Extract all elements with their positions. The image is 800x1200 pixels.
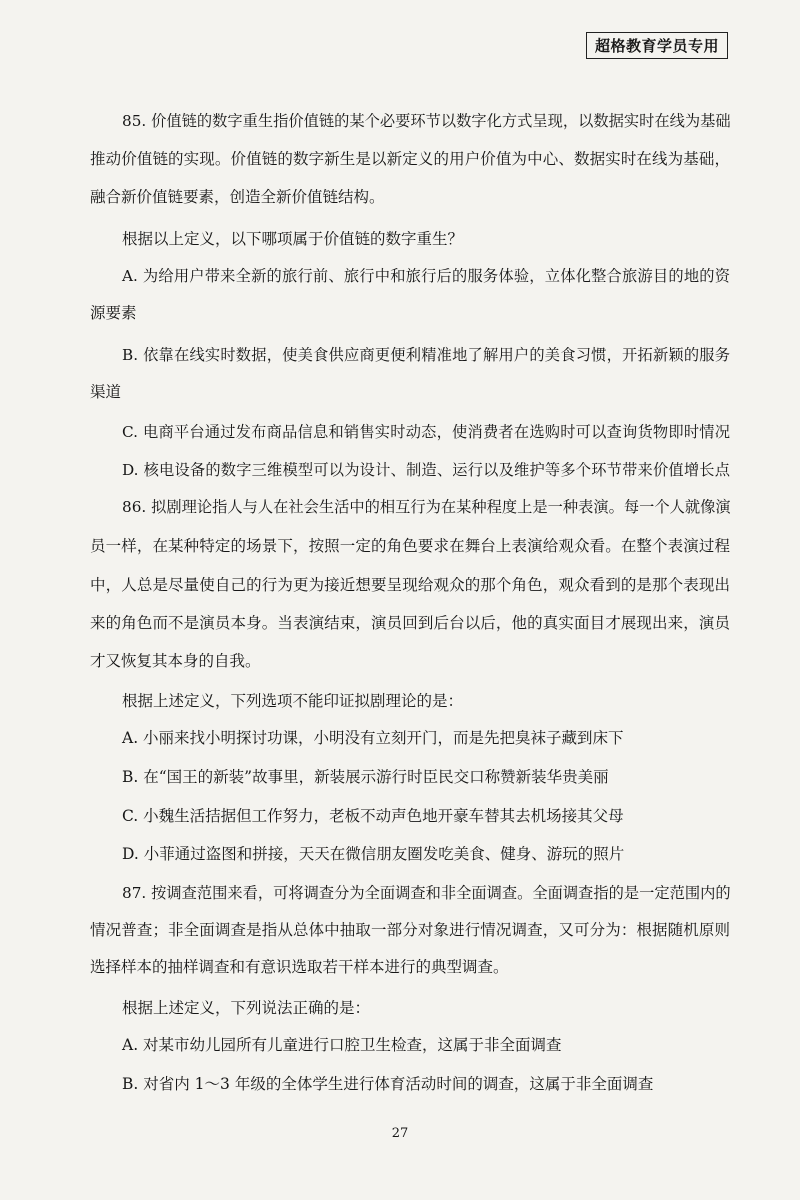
q87-stem-line-1: 87. 按调查范围来看，可将调查分为全面调查和非全面调查。全面调查指的是一定范围内的 (122, 884, 731, 902)
q86-stem-line-1: 86. 拟剧理论指人与人在社会生活中的相互行为在某种程度上是一种表演。每一个人就像演 (122, 498, 731, 516)
q86-stem-line-2: 员一样，在某种特定的场景下，按照一定的角色要求在舞台上表演给观众看。在整个表演过程 (90, 537, 730, 555)
header-stamp: 超格教育学员专用 (586, 32, 728, 59)
q85-stem-line-1: 85. 价值链的数字重生指价值链的某个必要环节以数字化方式呈现，以数据实时在线为基础 (122, 112, 731, 130)
q85-option-a: A. 为给用户带来全新的旅行前、旅行中和旅行后的服务体验，立体化整合旅游目的地的资 (122, 267, 730, 285)
q87-stem-line-2: 情况普查；非全面调查是指从总体中抽取一部分对象进行情况调查，又可分为：根据随机原则 (90, 921, 730, 939)
q86-stem-line-5: 才又恢复其本身的自我。 (90, 652, 261, 670)
q86-question: 根据上述定义，下列选项不能印证拟剧理论的是： (122, 692, 464, 710)
q87-option-b: B. 对省内 1～3 年级的全体学生进行体育活动时间的调查，这属于非全面调查 (122, 1075, 654, 1093)
q86-stem-line-3: 中，人总是尽量使自己的行为更为接近想要呈现给观众的那个角色，观众看到的是那个表现出 (90, 576, 730, 594)
q85-option-b: B. 依靠在线实时数据，使美食供应商更便利精准地了解用户的美食习惯，开拓新颖的服务 (122, 346, 730, 364)
q87-question: 根据上述定义，下列说法正确的是： (122, 999, 371, 1017)
q85-question: 根据以上定义，以下哪项属于价值链的数字重生？ (122, 230, 464, 248)
q86-option-b: B. 在“国王的新装”故事里，新装展示游行时臣民交口称赞新装华贵美丽 (122, 768, 609, 786)
q85-stem-line-3: 融合新价值链要素，创造全新价值链结构。 (90, 188, 385, 206)
q85-option-b-cont: 渠道 (90, 383, 122, 401)
q85-option-a-cont: 源要素 (90, 304, 137, 322)
q87-option-a: A. 对某市幼儿园所有儿童进行口腔卫生检查，这属于非全面调查 (122, 1036, 562, 1054)
page-number: 27 (391, 1126, 409, 1141)
q87-stem-line-3: 选择样本的抽样调查和有意识选取若干样本进行的典型调查。 (90, 958, 509, 976)
q86-option-c: C. 小魏生活拮据但工作努力，老板不动声色地开豪车替其去机场接其父母 (122, 807, 624, 825)
q85-option-d: D. 核电设备的数字三维模型可以为设计、制造、运行以及维护等多个环节带来价值增长点 (122, 461, 730, 479)
q86-option-a: A. 小丽来找小明探讨功课，小明没有立刻开门，而是先把臭袜子藏到床下 (122, 729, 624, 747)
q86-option-d: D. 小菲通过盗图和拼接，天天在微信朋友圈发吃美食、健身、游玩的照片 (122, 845, 625, 863)
q85-stem-line-2: 推动价值链的实现。价值链的数字新生是以新定义的用户价值为中心、数据实时在线为基础， (90, 150, 730, 168)
q85-option-c: C. 电商平台通过发布商品信息和销售实时动态，使消费者在选购时可以查询货物即时情况 (122, 423, 730, 441)
q86-stem-line-4: 来的角色而不是演员本身。当表演结束，演员回到后台以后，他的真实面目才展现出来，演员 (90, 614, 730, 632)
